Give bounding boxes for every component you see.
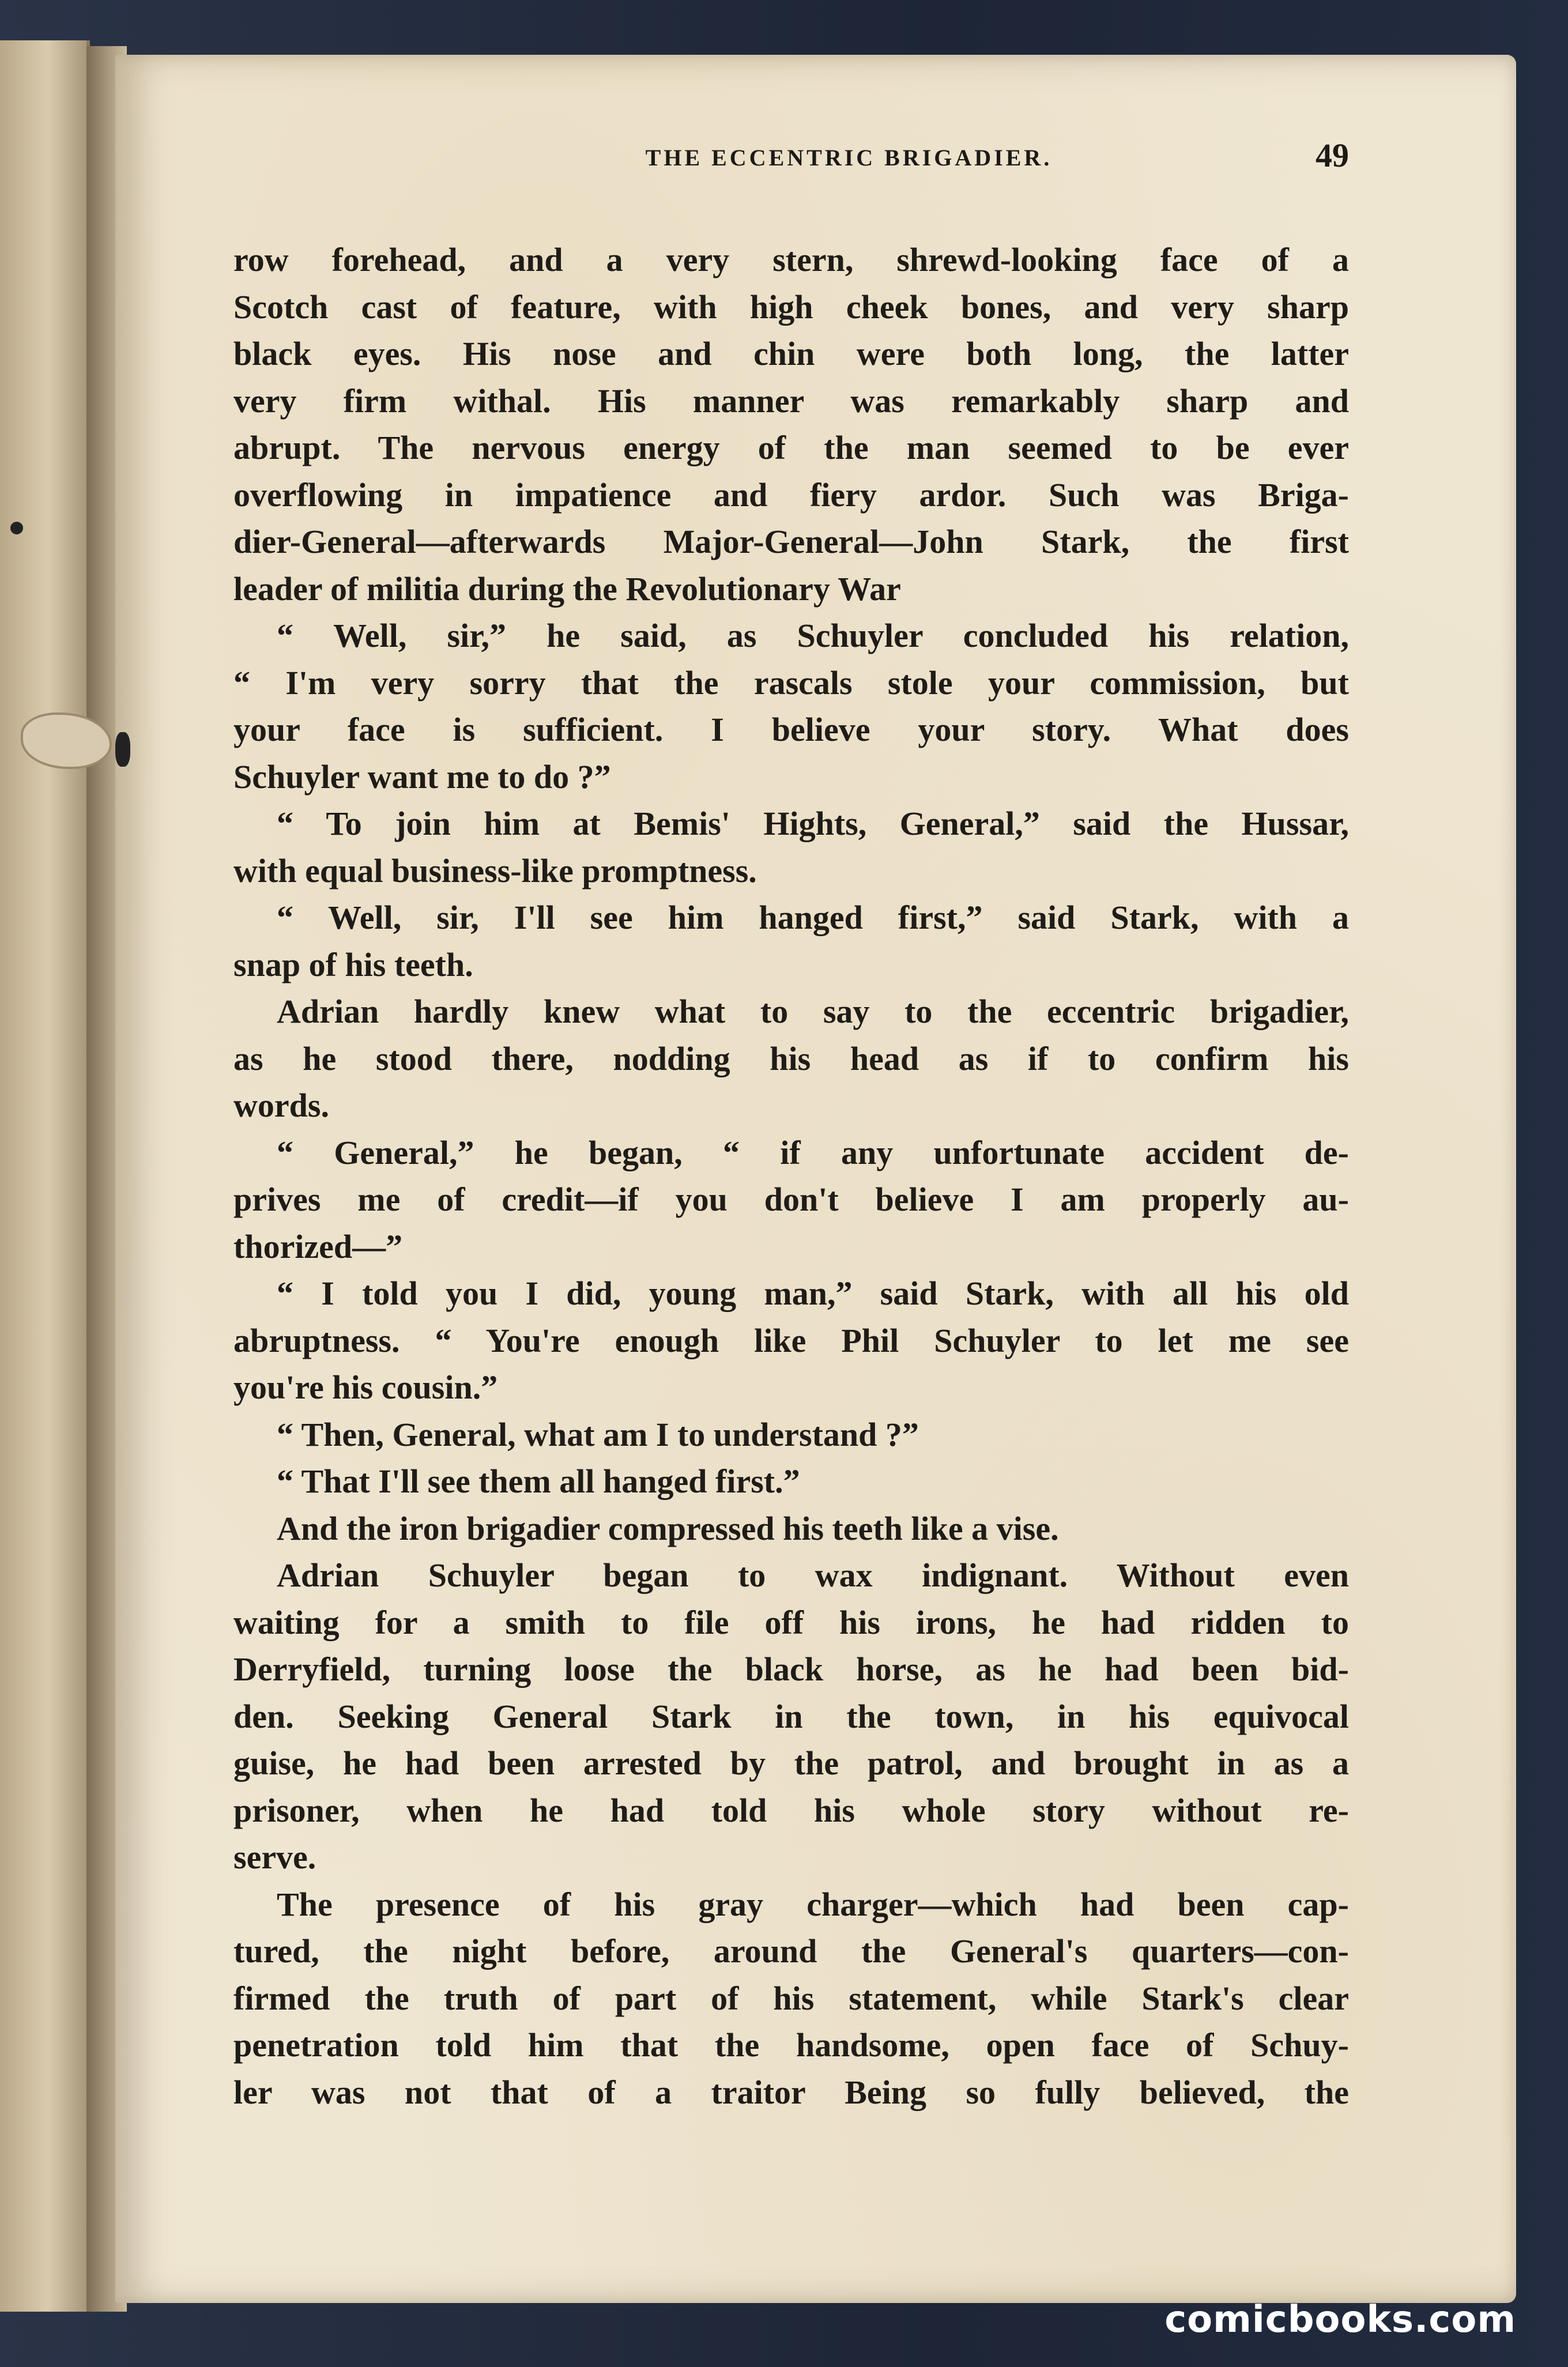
text-line: prives me of credit—if you don't believe I am properly au- (233, 1181, 1349, 1218)
text-line: “ Well, sir,” he said, as Schuyler concluded his relation, (277, 617, 1349, 654)
text-line: thorized—” (233, 1227, 403, 1265)
running-head (349, 81, 1349, 174)
text-line: very firm withal. His manner was remarkably sharp and (233, 382, 1349, 420)
text-line: waiting for a smith to file off his irons, he had ridden to (233, 1603, 1349, 1641)
ink-spot (10, 522, 23, 534)
text-line: snap of his teeth. (233, 945, 473, 983)
text-line: And the iron brigadier compressed his teeth like a vise. (277, 1509, 1059, 1547)
text-line: your face is sufficient. I believe your story. What does (233, 711, 1349, 748)
text-line: den. Seeking General Stark in the town, in his equivocal (233, 1697, 1349, 1735)
text-line: serve. (233, 1838, 316, 1876)
text-line: Schuyler want me to do ?” (233, 757, 611, 796)
text-line: tured, the night before, around the General's quarters—con- (233, 1932, 1349, 1970)
watermark: comicbooks.com (1164, 2298, 1516, 2341)
text-line: ler was not that of a traitor Being so fully believed, the (233, 2073, 1349, 2111)
text-line: “ General,” he began, “ if any unfortunate accident de- (277, 1133, 1349, 1171)
text-line: leader of militia during the Revolutionary War (233, 570, 901, 608)
text-line: row forehead, and a very stern, shrewd-looking face of a (233, 241, 1349, 278)
ink-spot (115, 732, 130, 767)
text-line: “ That I'll see them all hanged first.” (277, 1463, 800, 1500)
text-line: abrupt. The nervous energy of the man seemed to be ever (233, 429, 1349, 466)
text-line: “ I'm very sorry that the rascals stole your commission, but (233, 664, 1349, 702)
text-line: The presence of his gray charger—which had been cap- (277, 1885, 1349, 1923)
text-line: black eyes. His nose and chin were both long, the latter (233, 335, 1349, 372)
text-line: penetration told him that the handsome, open face of Schuy- (233, 2026, 1349, 2064)
text-line: Scotch cast of feature, with high cheek bones, and very sharp (233, 288, 1349, 326)
text-line: Derryfield, turning loose the black horse, as he had been bid- (233, 1650, 1349, 1688)
text-line: words. (233, 1087, 329, 1124)
left-page-edge (0, 40, 90, 2312)
text-body (233, 236, 1349, 2116)
text-line: “ Then, General, what am I to understand ?” (277, 1415, 919, 1453)
text-line: “ To join him at Bemis' Hights, General,” said the Hussar, (277, 805, 1349, 842)
text-line: Adrian Schuyler began to wax indignant. Without even (277, 1556, 1349, 1594)
text-line: as he stood there, nodding his head as if to confirm his (233, 1039, 1349, 1077)
text-line: with equal business-like promptness. (233, 851, 757, 889)
text-line: “ Well, sir, I'll see him hanged first,” said Stark, with a (277, 899, 1349, 936)
text-line: guise, he had been arrested by the patrol, and brought in as a (233, 1744, 1349, 1782)
text-line: firmed the truth of part of his statement, while Stark's clear (233, 1979, 1349, 2017)
text-line: prisoner, when he had told his whole story without re- (233, 1791, 1349, 1829)
text-line: dier-General—afterwards Major-General—John Stark, the first (233, 523, 1349, 560)
page-number: 49 (1316, 137, 1349, 174)
text-line: Adrian hardly knew what to say to the eccentric brigadier, (277, 993, 1349, 1030)
text-line: abruptness. “ You're enough like Phil Schuyler to let me see (233, 1321, 1349, 1359)
text-line: overflowing in impatience and fiery ardor. Such was Briga- (233, 476, 1349, 514)
running-title: THE ECCENTRIC BRIGADIER. (645, 145, 1053, 171)
text-line: “ I told you I did, young man,” said Stark, with all his old (277, 1275, 1349, 1312)
text-line: you're his cousin.” (233, 1369, 498, 1406)
